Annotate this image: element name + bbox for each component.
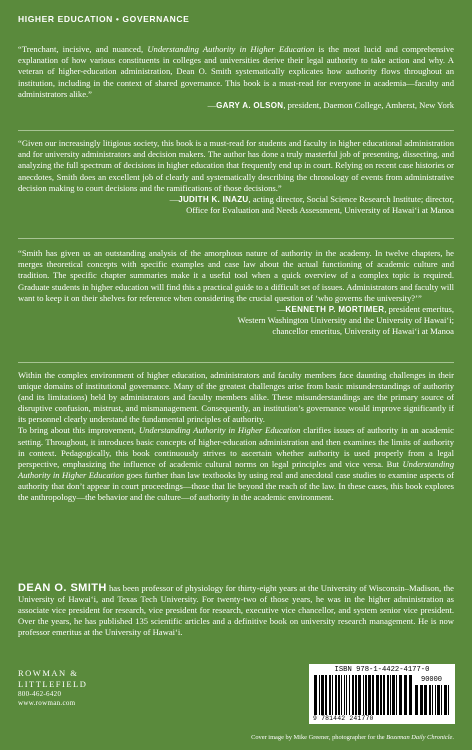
barcode-stripe (341, 675, 342, 715)
barcode-stripe (355, 675, 357, 715)
blurb-olson (18, 44, 454, 111)
blurb-affiliation-line: Western Washington University and the University of Hawai‘i; (237, 315, 454, 326)
blurb-affiliation-line: Office for Evaluation and Needs Assessment, University of Hawai‘i at Manoa (186, 205, 454, 216)
blurb-text: “Given our increasingly litigious society, this book is a must-read for students and faculty in higher educational administration and for university administrators and decision makers. The author has done a truly masterful job of presenting, dissecting, and analyzing the full spectrum of decisions in higher education that frequently end up in court. Relying on recent case histories or anecdotes, Smith does an excellent job of clearly and systematically describing the chronology of events from administrative decision making to court decisions and the ramifications of those decisions.” (18, 138, 454, 193)
isbn-text: ISBN 978-1-4422-4177-0 (334, 666, 430, 674)
barcode-stripe (358, 675, 361, 715)
price-barcode-bars (415, 685, 451, 715)
category-label: HIGHER EDUCATION • GOVERNANCE (18, 14, 190, 24)
isbn-barcode (309, 664, 455, 724)
author-name: DEAN O. SMITH (18, 582, 107, 594)
publisher-block (18, 668, 87, 708)
barcode-stripe (338, 675, 340, 715)
barcode-stripe (415, 685, 418, 715)
price-code: 90000 (421, 676, 443, 684)
barcode-stripe (329, 675, 331, 715)
barcode-stripe (409, 675, 412, 715)
barcode-stripe (376, 675, 379, 715)
blurb-attribution: —KENNETH P. MORTIMER, president emeritus, (276, 304, 454, 315)
barcode-stripe (346, 675, 347, 715)
barcode-digits: 9 781442 241770 (313, 715, 374, 722)
publisher-phone: 800-462-6420 (18, 690, 62, 698)
publisher-url: www.rowman.com (18, 699, 76, 707)
divider (18, 130, 454, 131)
barcode-stripe (319, 675, 320, 715)
blurb-affiliation-line: chancellor emeritus, University of Hawai‘i at Manoa (272, 326, 454, 337)
book-description (18, 370, 454, 503)
barcode-stripe (387, 675, 389, 715)
barcode-stripe (396, 675, 397, 715)
publisher-logo-line2: LITTLEFIELD (18, 679, 88, 689)
barcode-stripe (335, 675, 337, 715)
barcode-stripe (314, 675, 317, 715)
description-paragraph: Within the complex environment of higher education, administrators and faculty members face daunting challenges in their unique domains of institutional governance. Many of the greatest challenges arise from basic misunderstandings of authority (and its limitations) held by administrators and faculty members alike. These misunderstandings are the primary source of disruptive confusion, mistrust, and mismanagement. Consequently, an institution’s governance would improve significantly if its personnel clearly understand the fundamental principles of authority. (18, 370, 454, 425)
blurb-inazu (18, 138, 454, 216)
barcode-stripe (424, 685, 427, 715)
blurb-attribution: —JUDITH K. INAZU, acting director, Social Science Research Institute; director, (169, 194, 454, 205)
barcode-stripe (429, 685, 431, 715)
barcode-stripe (372, 675, 374, 715)
blurb-text: “Smith has given us an outstanding analysis of the amorphous nature of authority in the academy. In twelve chapters, he merges theoretical concepts with specific examples and case law about the actual functioning of academic culture and tradition. The specific chapter summaries make it a useful tool when a quick overview of a complex topic is required. Graduate students in higher education will find this a practical guide to a difficult set of issues. Administrators and faculty will want to keep it on their shelves for reference when considering the crucial question of ‘who governs the university?’” (18, 248, 454, 303)
barcode-stripe (332, 675, 333, 715)
barcode-stripe (390, 675, 391, 715)
barcode-stripe (365, 675, 367, 715)
barcode-stripe (420, 685, 423, 715)
barcode-stripe (363, 675, 364, 715)
barcode-stripe (448, 685, 449, 715)
barcode-stripe (392, 675, 395, 715)
barcode-stripe (349, 675, 350, 715)
barcode-stripe (435, 685, 436, 715)
publisher-logo-line1: ROWMAN & (18, 668, 79, 678)
barcode-stripe (404, 675, 407, 715)
divider (18, 362, 454, 363)
barcode-stripe (383, 675, 385, 715)
author-bio (18, 583, 454, 638)
barcode-stripe (437, 685, 440, 715)
blurb-author-name: GARY A. OLSON (216, 101, 284, 111)
barcode-stripe (368, 675, 371, 715)
barcode-stripe (352, 675, 354, 715)
divider (18, 238, 454, 239)
blurb-author-name: KENNETH P. MORTIMER (285, 305, 385, 315)
blurb-mortimer (18, 248, 454, 338)
barcode-stripe (325, 675, 327, 715)
author-bio-text: has been professor of physiology for thirty-eight years at the University of Wisconsin–Madison, the University of Hawai‘i, and Texas Tech University. For twenty-two of those years, he was in the higher administration as associate vice president for research, vice president for research, executive vice chancellor, and system senior vice president. Over the years, he has published 135 scientific articles and a definitive book on university research management. He is now professor emeritus at the University of Hawai‘i. (18, 583, 454, 638)
barcode-stripe (380, 675, 382, 715)
barcode-bars (314, 675, 412, 715)
barcode-stripe (444, 685, 447, 715)
barcode-stripe (399, 675, 402, 715)
description-paragraph: To bring about this improvement, Understanding Authority in Higher Education clarifies issues of authority in an academic setting. Throughout, it introduces basic concepts of higher-education administration and then examines the limits of authority in context. Pedagogically, this book continuously strives to ascertain whether authority is used properly from a legal perspective, emphasizing the influence of academic cultural norms on legal principles and vice versa. But Understanding Authority in Higher Education goes further than law textbooks by using real and anecdotal case studies to examine aspects of authority that don’t appear in court proceedings—those that lie beyond the reach of the law. In these cases, this book explores the anthropology—the behavior and the culture—of authority in the academic environment. (18, 425, 454, 503)
cover-credit: Cover image by Mike Greener, photographer for the Bozeman Daily Chronicle. (251, 734, 454, 741)
barcode-stripe (441, 685, 442, 715)
barcode-stripe (432, 685, 433, 715)
barcode-stripe (321, 675, 324, 715)
barcode-stripe (344, 675, 345, 715)
blurb-attribution: —GARY A. OLSON, president, Daemon College, Amherst, New York (207, 100, 454, 111)
blurb-author-name: JUDITH K. INAZU (178, 195, 249, 205)
blurb-text: “Trenchant, incisive, and nuanced, Understanding Authority in Higher Education is the most lucid and comprehensive explanation of how various constituents in colleges and universities derive their legal authority to take action and why. A veteran of higher-education administration, Dean O. Smith systematically explicates how authority flows throughout an institution, including in the context of shared governance. This book is a must-read for everyone in academia—faculty and administrators alike.” (18, 44, 454, 99)
